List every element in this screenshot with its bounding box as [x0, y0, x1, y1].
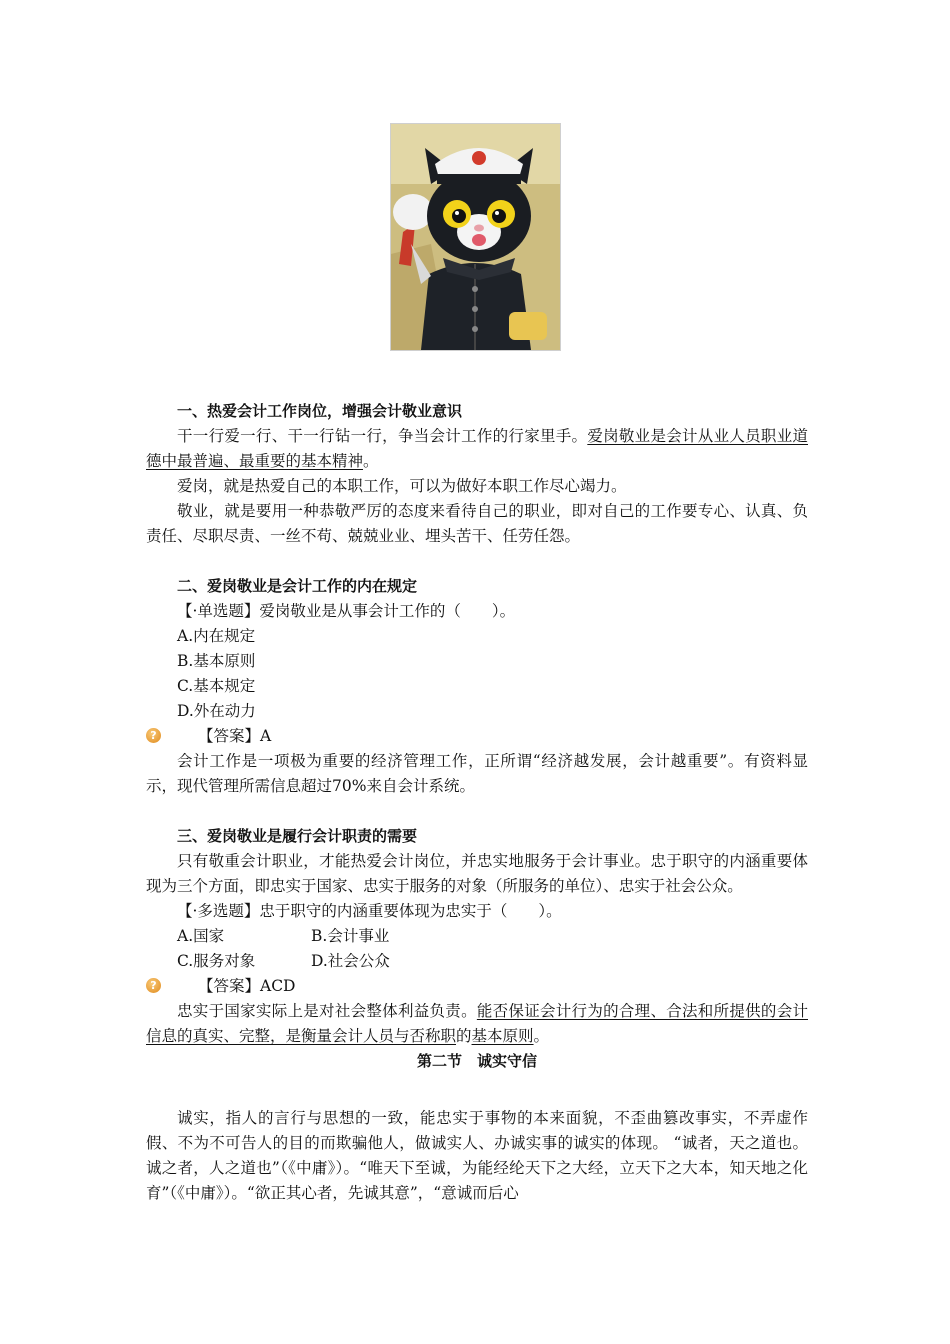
explanation: 会计工作是一项极为重要的经济管理工作，正所谓“经济越发展，会计越重要”。有资料显示，现代管理所需信息超过70%来自会计系统。: [146, 752, 808, 795]
answer-text: 【答案】ACD: [198, 977, 296, 995]
option: D.社会公众: [311, 952, 390, 970]
option: B.会计事业: [311, 927, 390, 945]
paragraph: 敬业，就是要用一种恭敬严厉的态度来看待自己的职业，即对自己的工作要专心、认真、负责任、尽职尽责、一丝不苟、兢兢业业、埋头苦干、任劳任怨。: [146, 502, 808, 545]
underlined-key-point: 爱岗敬业是会计从业人员职业道德中最普遍、最重要的基本精神: [146, 427, 808, 470]
black-cat-sheriff-illustration: [390, 123, 561, 351]
section-title: 第二节 诚实守信: [416, 1052, 537, 1070]
question-multiple-choice: 【·多选题】忠于职守的内涵重要体现为忠实于（ ）。: [177, 902, 562, 920]
underlined-key-point: 基本原则: [471, 1027, 534, 1045]
spacer: [146, 549, 808, 574]
option: B.基本原则: [177, 652, 256, 670]
option: A.内在规定: [177, 627, 256, 645]
content-body: [146, 399, 808, 1206]
section-heading-1: 一、热爱会计工作岗位，增强会计敬业意识: [177, 402, 463, 420]
question-mark-icon[interactable]: ?: [146, 728, 161, 743]
option-row: [146, 949, 808, 974]
option: D.外在动力: [177, 702, 256, 720]
spacer: [146, 799, 808, 824]
option: A.国家: [177, 927, 225, 945]
paragraph: 诚实，指人的言行与思想的一致，能忠实于事物的本来面貌，不歪曲篡改事实，不弄虚作假、不为不可告人的目的而欺骗他人，做诚实人、办诚实事的诚实的体现。 “诚者，天之道也。诚之者，人之道也”（《中庸》）。“唯天下至诚，为能经纶天下之大经，立天下之大本，知天地之化育”（《中庸》）。“欲正其心者，先诚其意”，“意诚而后心: [146, 1109, 808, 1202]
text-span: 。: [363, 452, 379, 470]
section-heading-3: 三、爱岗敬业是履行会计职责的需要: [177, 827, 418, 845]
question-mark-icon[interactable]: ?: [146, 978, 161, 993]
paragraph: 爱岗，就是热爱自己的本职工作，可以为做好本职工作尽心竭力。: [177, 477, 627, 495]
option: C.基本规定: [177, 677, 256, 695]
option-row: [146, 924, 808, 949]
paragraph: [146, 424, 808, 474]
answer-text: 【答案】A: [198, 727, 272, 745]
answer-line: [146, 974, 808, 999]
text-span: 忠实于国家实际上是对社会整体利益负责。: [177, 1002, 477, 1020]
paragraph: 只有敬重会计职业，才能热爱会计岗位，并忠实地服务于会计事业。忠于职守的内涵重要体现为三个方面，即忠实于国家、忠实于服务的对象（所服务的单位）、忠实于社会公众。: [146, 852, 808, 895]
text-span: 的: [456, 1027, 472, 1045]
spacer: [146, 1074, 808, 1106]
question-single-choice: 【·单选题】爱岗敬业是从事会计工作的（ ）。: [177, 602, 516, 620]
explanation: [146, 999, 808, 1049]
section-heading-2: 二、爱岗敬业是会计工作的内在规定: [177, 577, 418, 595]
option: C.服务对象: [177, 952, 256, 970]
cartoon-cat-icon: [391, 124, 560, 350]
underlined-key-point: 能否保证会计行为的合理、合法和所提供的会计信息的真实、完整，是衡量会计人员与否称职: [146, 1002, 808, 1045]
answer-line: [146, 724, 808, 749]
text-span: 干一行爱一行、干一行钻一行，争当会计工作的行家里手。: [177, 427, 588, 445]
text-span: 。: [533, 1027, 550, 1045]
